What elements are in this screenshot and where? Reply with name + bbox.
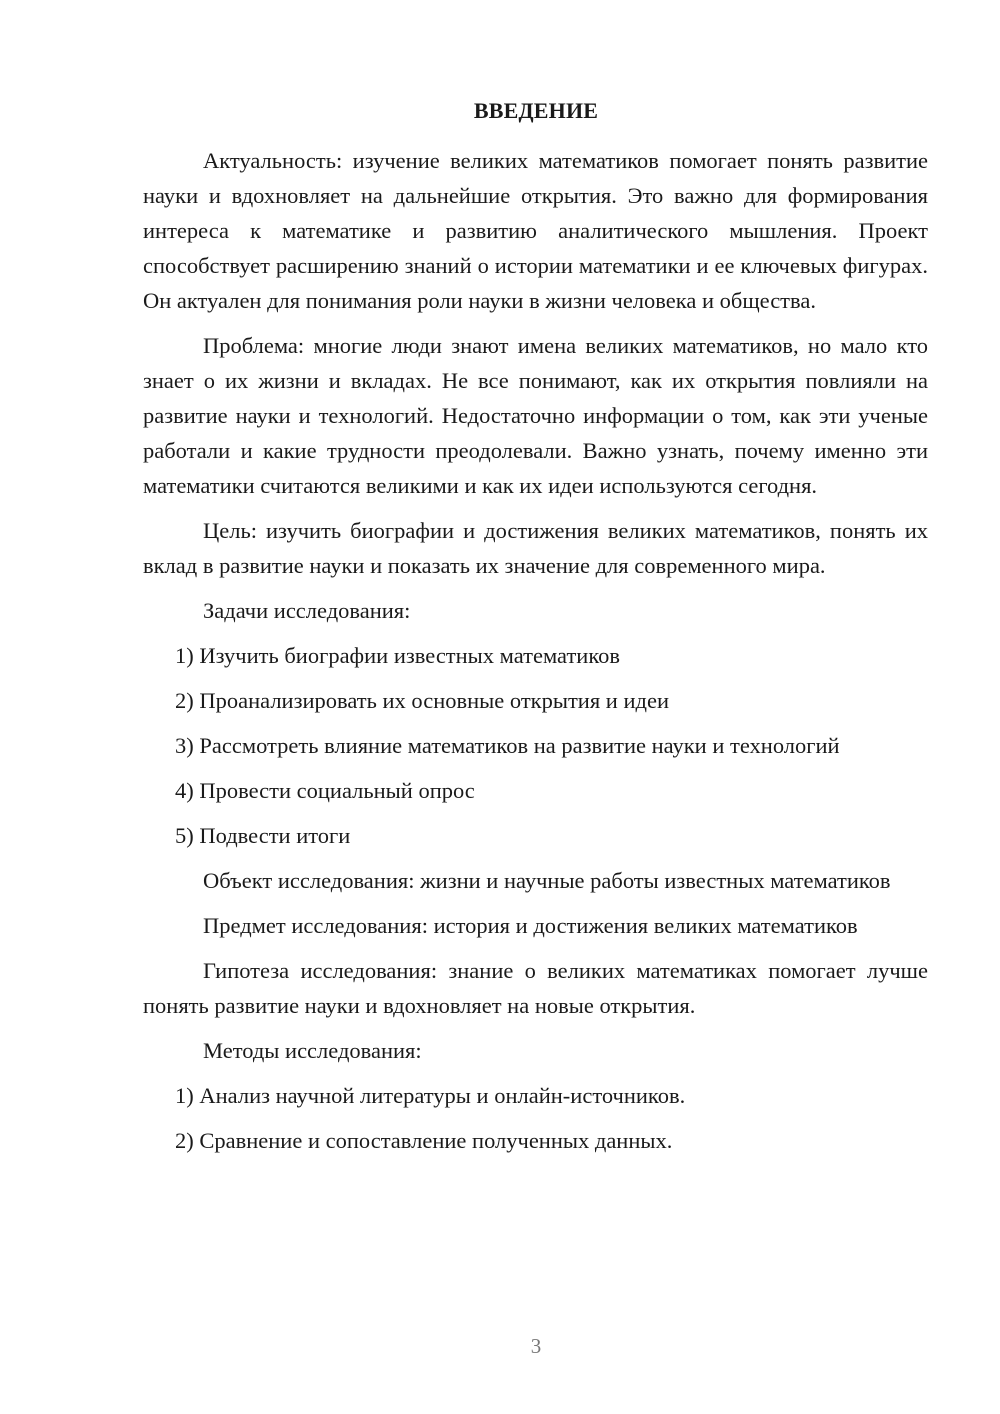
list-item: 5) Подвести итоги xyxy=(175,823,351,848)
problem-paragraph: Проблема: многие люди знают имена великих математиков, но мало кто знает о их жизни и вкладах. Не все понимают, как их открытия повлияли на развитие науки и технологий. Недостаточно информации о том, как эти ученые работали и какие трудности преодолевали. Важно узнать, почему именно эти математики считаются великими и как их идеи используются сегодня. xyxy=(143,333,928,498)
list-item: 2) Сравнение и сопоставление полученных данных. xyxy=(175,1128,673,1153)
hypothesis-paragraph: Гипотеза исследования: знание о великих математиках помогает лучше понять развитие науки и вдохновляет на новые открытия. xyxy=(143,958,928,1018)
list-item: 4) Провести социальный опрос xyxy=(175,778,475,803)
page-content xyxy=(143,143,928,1168)
tasks-heading: Задачи исследования: xyxy=(203,598,411,623)
section-heading: ВВЕДЕНИЕ xyxy=(473,98,599,123)
object-paragraph: Объект исследования: жизни и научные работы известных математиков xyxy=(203,868,891,893)
list-item: 1) Анализ научной литературы и онлайн-источников. xyxy=(175,1083,686,1108)
goal-paragraph: Цель: изучить биографии и достижения великих математиков, понять их вклад в развитие науки и показать их значение для современного мира. xyxy=(143,518,928,578)
list-item: 1) Изучить биографии известных математиков xyxy=(175,643,621,668)
list-item: 3) Рассмотреть влияние математиков на развитие науки и технологий xyxy=(175,733,840,758)
subject-paragraph: Предмет исследования: история и достижения великих математиков xyxy=(203,913,858,938)
relevance-paragraph: Актуальность: изучение великих математиков помогает понять развитие науки и вдохновляет на дальнейшие открытия. Это важно для формирования интереса к математике и развитию аналитического мышления. Проект способствует расширению знаний о истории математики и ее ключевых фигурах. Он актуален для понимания роли науки в жизни человека и общества. xyxy=(143,148,928,313)
page-number: 3 xyxy=(530,1334,542,1358)
list-item: 2) Проанализировать их основные открытия и идеи xyxy=(175,688,669,713)
methods-heading: Методы исследования: xyxy=(203,1038,422,1063)
methods-list xyxy=(143,1078,928,1158)
tasks-list xyxy=(143,638,928,853)
